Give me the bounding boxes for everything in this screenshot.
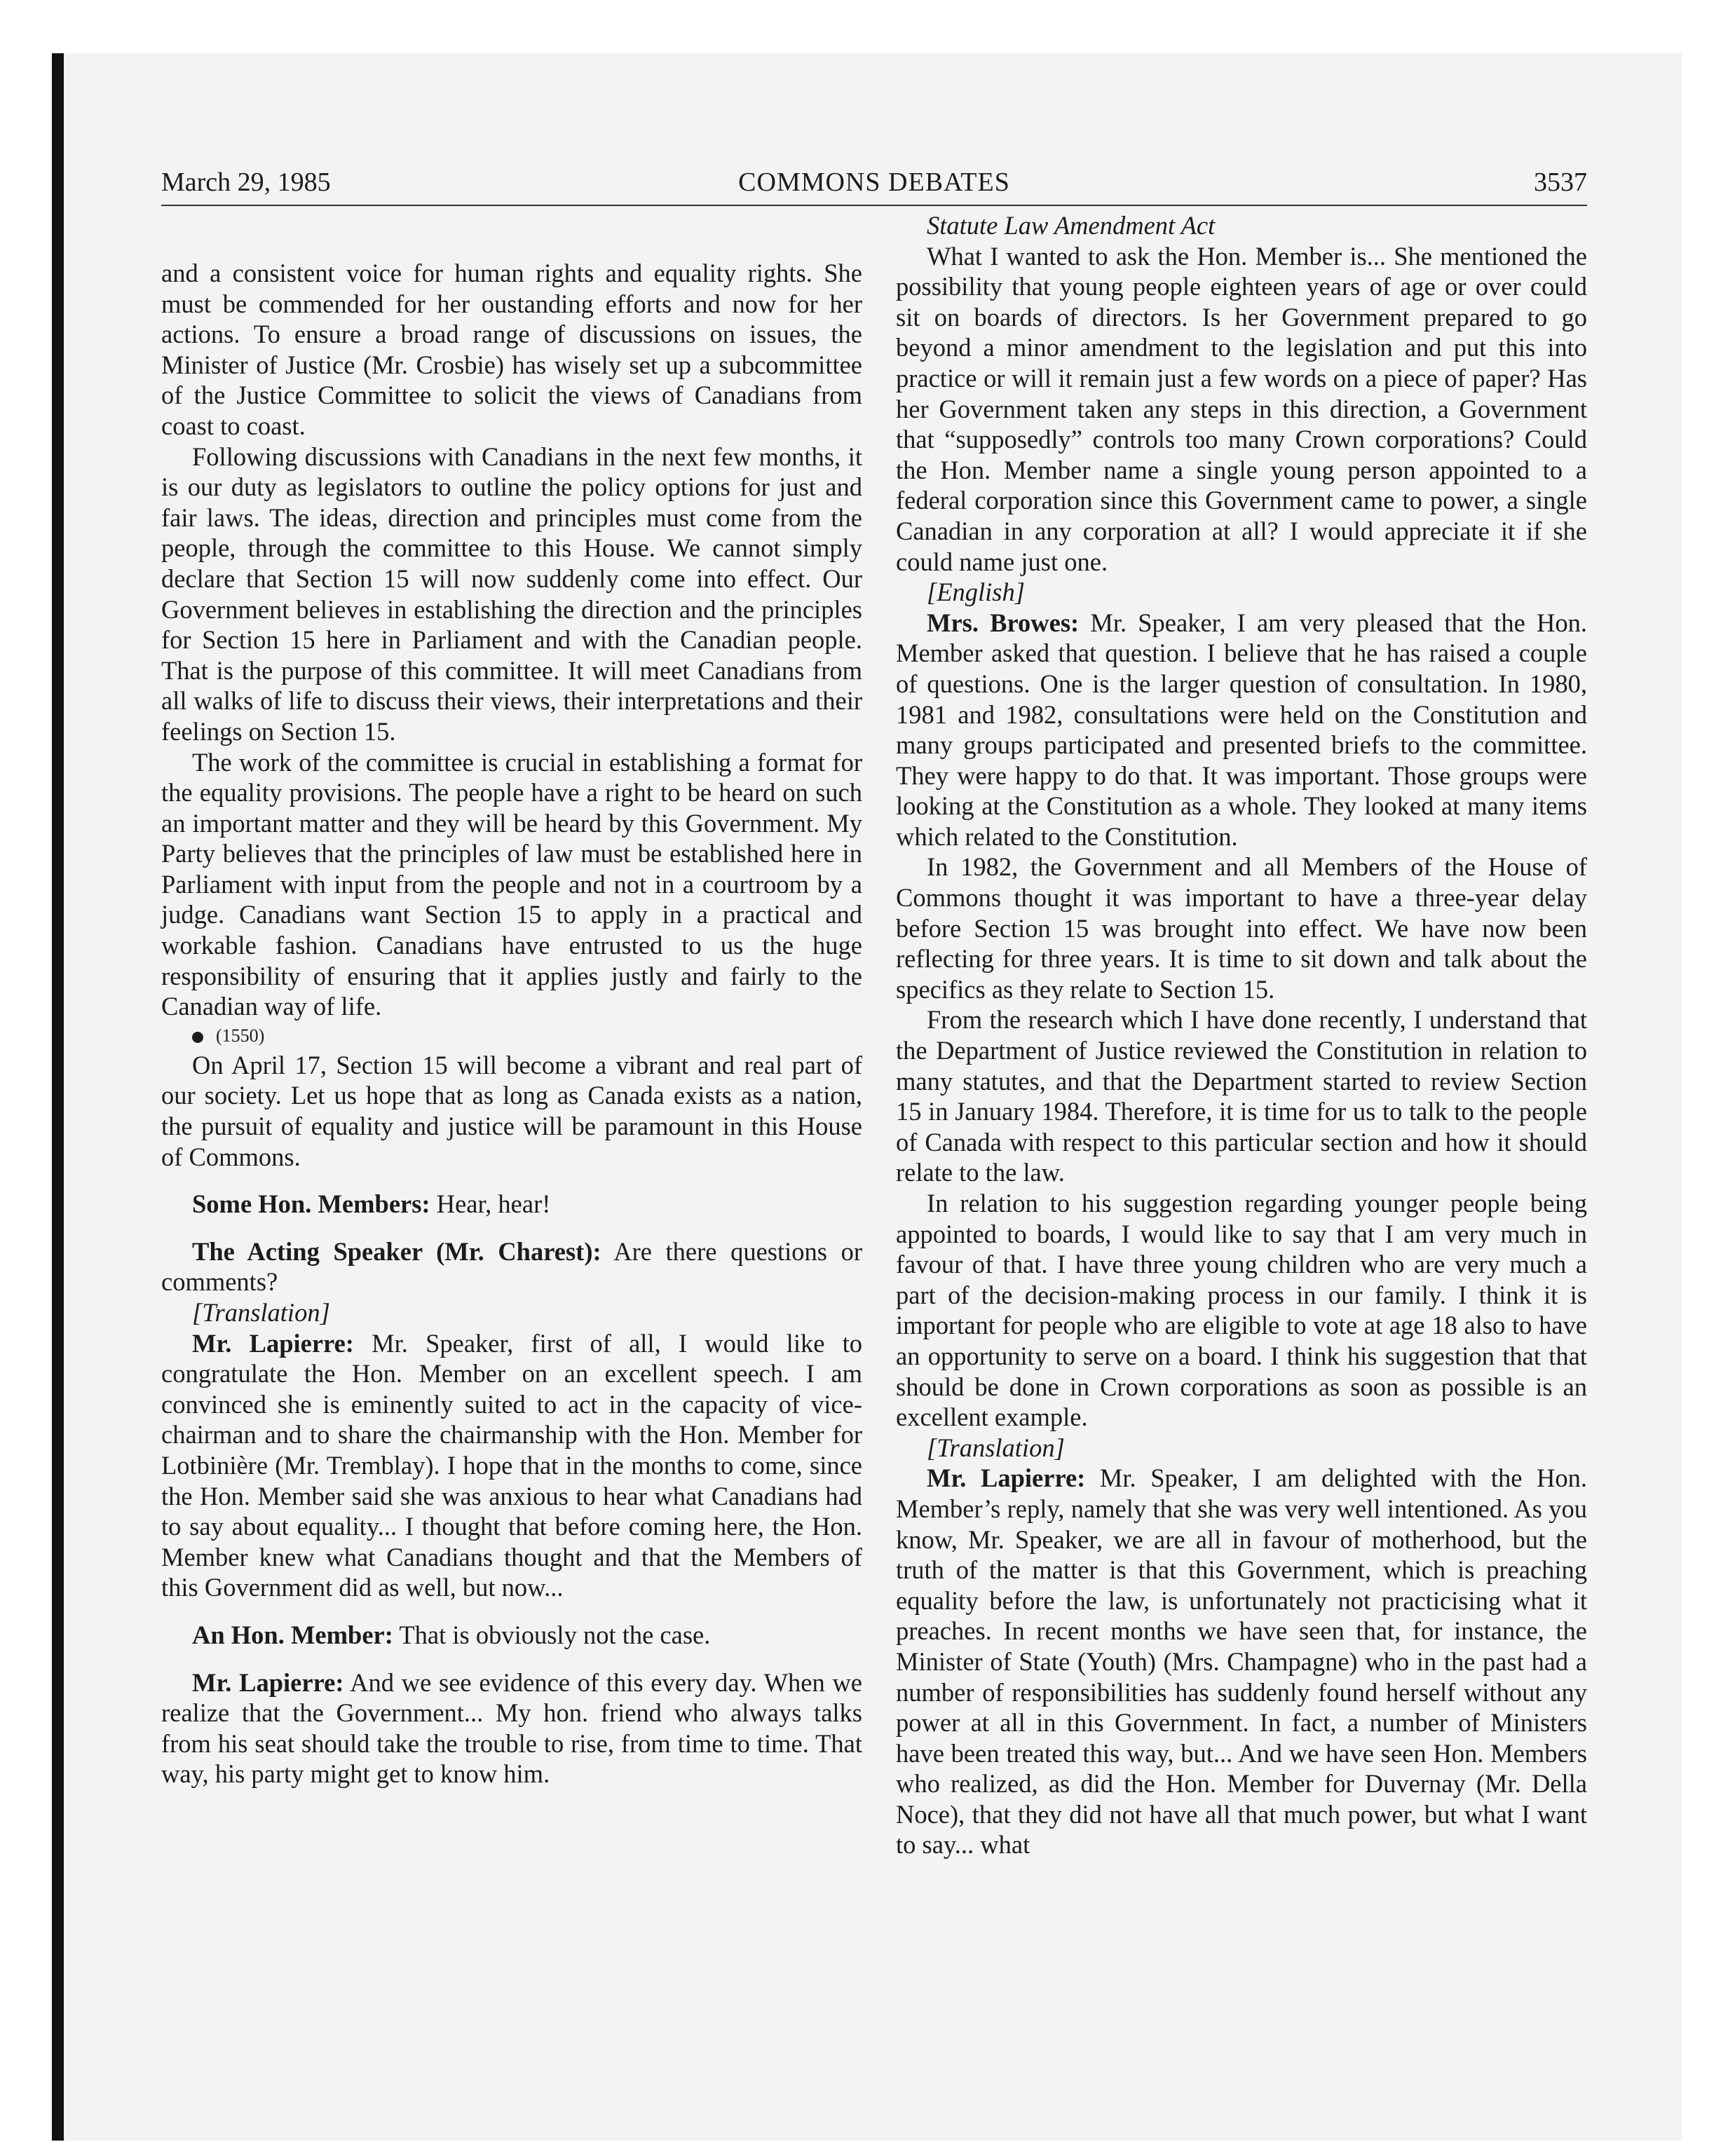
- speech: [161, 1620, 862, 1651]
- speech-text: That is obviously not the case.: [393, 1620, 711, 1649]
- paragraph: The work of the committee is crucial in establishing a format for the equality provisions. The people have a right to be heard on such an important matter and they will be heard by this Government. My Party believes that the principles of law must be established here in Parliament with input from the people and not in a courtroom by a judge. Canadians want Section 15 to apply in a practical and workable fashion. Canadians have entrusted to us the huge responsibility of ensuring that it applies justly and fairly to the Canadian way of life.: [161, 747, 862, 1021]
- left-column: [161, 258, 862, 1789]
- header-rule: [161, 205, 1587, 206]
- paragraph: From the research which I have done recently, I understand that the Department of Justice reviewed the Constitution in relation to many statutes, and that the Department started to review Section 15 in January 1984. Therefore, it is time for us to talk to the people of Canada with respect to this particular section and how it should relate to the law.: [896, 1005, 1587, 1187]
- paragraph: and a consistent voice for human rights and equality rights. She must be commended for her oustanding efforts and now for her actions. To ensure a broad range of discussions on issues, the Minister of Justice (Mr. Crosbie) has wisely set up a subcommittee of the Justice Committee to solicit the views of Canadians from coast to coast.: [161, 259, 862, 440]
- header-date: March 29, 1985: [161, 168, 331, 197]
- paragraph: What I wanted to ask the Hon. Member is... She mentioned the possibility that young people eighteen years of age or over could sit on boards of directors. Is her Government prepared to go beyond a minor amendment to the legislation and put this into practice or will it remain just a few words on a piece of paper? Has her Government taken any steps in this direction, a Government that “supposedly” controls too many Crown corporations? Could the Hon. Member name a single young person appointed to a federal corporation since this Government came to power, a single Canadian in any corporation at all? I would appreciate it if she could name just one.: [896, 241, 1587, 576]
- speech-text: Mr. Speaker, first of all, I would like to congratulate the Hon. Member on an excellent speech. I am convinced she is eminently suited to act in the capacity of vice-chairman and to share the chairmanship with the Hon. Member for Lotbinière (Mr. Tremblay). I hope that in the months to come, since the Hon. Member said she was anxious to hear what Canadians had to say about equality... I thought that before coming here, the Hon. Member knew what Canadians thought and that the Members of this Government did as well, but now...: [161, 1328, 863, 1602]
- paragraph: Following discussions with Canadians in the next few months, it is our duty as legislators to outline the policy options for just and fair laws. The ideas, direction and principles must come from the people, through the committee to this House. We cannot simply declare that Section 15 will now suddenly come into effect. Our Government believes in establishing the direction and the principles for Section 15 here in Parliament and with the Canadian people. That is the purpose of this committee. It will meet Canadians from all walks of life to discuss their views, their interpretations and their feelings on Section 15.: [161, 442, 862, 746]
- paragraph: In relation to his suggestion regarding younger people being appointed to boards, I would like to say that I am very much in favour of that. I have three young children who are very much a part of the decision-making process in our family. I think it is important for people who are eligible to vote at age 18 also to have an opportunity to serve on a board. I think his suggestion that that should be done in Crown corporations as soon as possible is an excellent example.: [896, 1189, 1587, 1432]
- speaker-name: Mr. Lapierre:: [192, 1328, 354, 1358]
- header-publication: COMMONS DEBATES: [738, 168, 1010, 197]
- speech-text: And we see evidence of this every day. When we realize that the Government... My hon. friend who always talks from his seat should take the trouble to rise, from time to time. That way, his party might get to know him.: [161, 1667, 863, 1789]
- time-marker: [161, 1022, 862, 1050]
- speaker-name: An Hon. Member:: [192, 1620, 393, 1649]
- speech-text: Hear, hear!: [430, 1189, 551, 1219]
- scan-binding-edge: [52, 53, 64, 2141]
- speaker-name: Mr. Lapierre:: [192, 1667, 344, 1697]
- speech-text: Mr. Speaker, I am very pleased that the Hon. Member asked that question. I believe that he has raised a couple of questions. One is the larger question of consultation. In 1980, 1981 and 1982, consultations were held on the Constitution and many groups participated and presented briefs to the committee. They were happy to do that. It was important. Those groups were looking at the Constitution as a whole. They looked at many items which related to the Constitution.: [896, 608, 1587, 851]
- speech: [896, 1463, 1587, 1860]
- bullet-icon: [192, 1032, 203, 1043]
- speaker-name: Mrs. Browes:: [927, 608, 1080, 637]
- running-head: Statute Law Amendment Act: [927, 211, 1216, 240]
- time-marker-text: (1550): [216, 1025, 265, 1046]
- speaker-name: The Acting Speaker (Mr. Charest):: [192, 1236, 601, 1266]
- paragraph: On April 17, Section 15 will become a vibrant and real part of our society. Let us hope that as long as Canada exists as a nation, the pursuit of equality and justice will be paramount in this House of Commons.: [161, 1050, 862, 1171]
- speaker-name: Some Hon. Members:: [192, 1189, 430, 1219]
- page-header: [161, 163, 1587, 202]
- speech: [161, 1236, 862, 1297]
- speaker-name: Mr. Lapierre:: [927, 1464, 1086, 1493]
- language-tag: [English]: [927, 578, 1025, 607]
- speech: [161, 1189, 862, 1220]
- speech: [161, 1328, 862, 1603]
- header-page-number: 3537: [1534, 168, 1587, 197]
- speech: [161, 1667, 862, 1789]
- paragraph: In 1982, the Government and all Members of the House of Commons thought it was important to have a three-year delay before Section 15 was brought into effect. We have now been reflecting for three years. It is time to sit down and talk about the specifics as they relate to Section 15.: [896, 852, 1587, 1004]
- language-tag: [Translation]: [927, 1433, 1065, 1462]
- speech: [896, 608, 1587, 852]
- scan-margin: [0, 0, 50, 2156]
- right-column: [896, 210, 1587, 1860]
- speech-text: Are there questions or comments?: [161, 1236, 862, 1297]
- language-tag: [Translation]: [192, 1298, 330, 1327]
- speech-text: Mr. Speaker, I am delighted with the Hon. Member’s reply, namely that she was very well intentioned. As you know, Mr. Speaker, we are all in favour of motherhood, but the truth of the matter is that this Government, which is preaching equality before the law, is unfortunately not practicising what it preaches. In recent months we have seen that, for instance, the Minister of State (Youth) (Mrs. Champagne) who in the past had a number of responsibilities has suddenly found herself without any power at all in this Government. In fact, a number of Ministers have been treated this way, but... And we have seen Hon. Members who realized, as did the Hon. Member for Duvernay (Mr. Della Noce), that they did not have all that much power, but what I want to say... what: [896, 1464, 1587, 1860]
